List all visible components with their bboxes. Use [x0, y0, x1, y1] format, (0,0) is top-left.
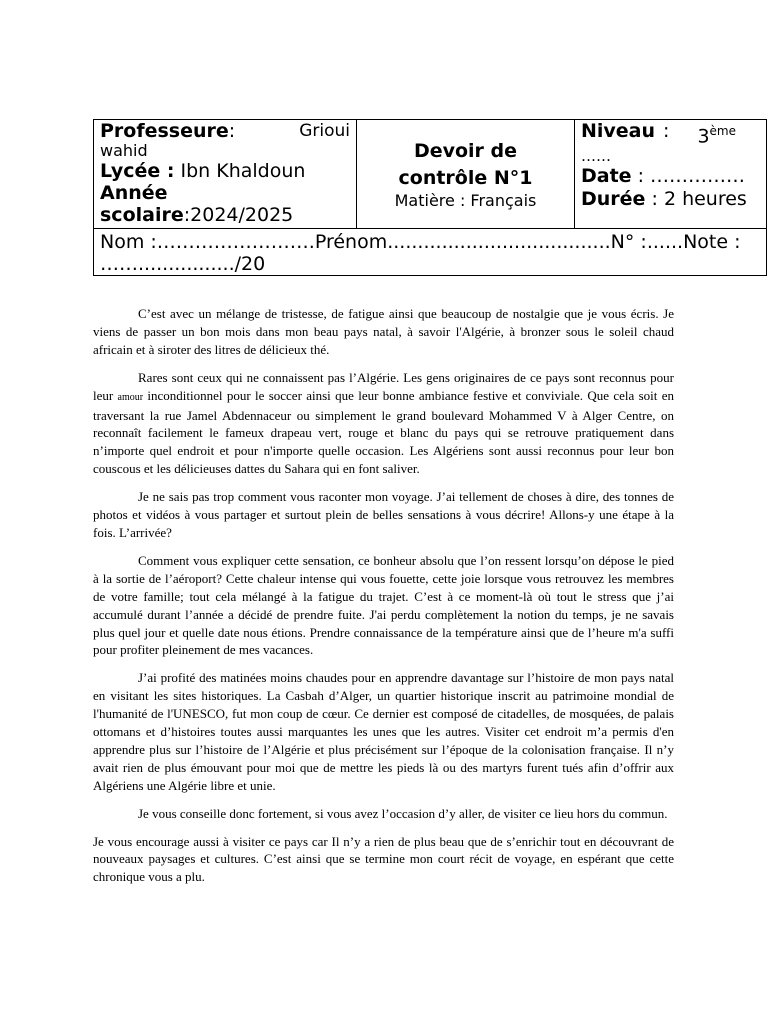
- student-info-cell: [94, 229, 767, 276]
- paragraph-7: Je vous encourage aussi à visiter ce pays car Il n’y a rien de plus beau que de s’enrichir tout en découvrant de nouveaux paysages et cultures. C’est ainsi que se termine mon court récit de voyage, en espérant que cette chronique vous a plu.: [93, 833, 674, 885]
- paragraph-2-part-b: inconditionnel pour le soccer ainsi que leur bonne ambiance festive et conviviale. Que cela soit en traversant la rue Jamel Abdennaceur ou simplement le grand boulevard Mohammed V à Alger Centre, on reconnaît facilement le fameux drapeau vert, rouge et blanc du pays qui se retrouve pratiquement dans n’importe quel endroit et pour n'importe quelle occasion. Les Algériens sont aussi reconnus pour leur bon couscous et les délicieuses dattes du Sahara qui en font saliver.: [93, 387, 674, 477]
- year-label-line1: Année: [100, 182, 168, 204]
- year-label-line2: scolaire: [100, 204, 184, 226]
- year-row: [100, 204, 350, 226]
- teacher-name-second: wahid: [100, 141, 148, 160]
- level-number: 3: [697, 125, 710, 148]
- subject-label: Matière : Français: [394, 191, 537, 210]
- paragraph-2: [93, 369, 674, 478]
- duration-row: [581, 188, 760, 211]
- level-label: Niveau: [581, 120, 656, 142]
- exam-title-cell: [357, 120, 575, 229]
- level-dots: ……: [581, 147, 611, 166]
- school-row: [100, 160, 350, 182]
- paragraph-5: J’ai profité des matinées moins chaudes pour en apprendre davantage sur l’histoire de mon pays natal en visitant les sites historiques. La Casbah d’Alger, un quartier historique inscrit au patrimoine mondial de l'humanité de l'UNESCO, fut mon coup de cœur. Ce dernier est composé de citadelles, de mosquées, de palais ottomans et d’histoires toutes aussi marquantes les unes que les autres. Visiter cet endroit m’a permis d'en apprendre plus sur l’histoire de l’Algérie et plus précisément sur l’époque de la colonisation française. Il n’y avait rien de plus émouvant pour moi que de mettre les pieds là ou des martyrs furent tués afin d’offrir aux Algériens une Algérie libre et unie.: [93, 670, 674, 793]
- exam-title-line2: contrôle N°1: [398, 167, 533, 189]
- level-row: [581, 120, 760, 148]
- paragraph-3: Je ne sais pas trop comment vous raconter mon voyage. J’ai tellement de choses à dire, des tonnes de photos et vidéos à vous partager et surtout plein de belles sensations à vous décrire! Allons-y une étape à la fois. L’arrivée?: [93, 489, 674, 540]
- paragraph-2-small-word: amour: [117, 391, 144, 403]
- paragraph-4: Comment vous expliquer cette sensation, ce bonheur absolu que l’on ressent lorsqu’on dépose le pied à la sortie de l’aéroport? Cette chaleur intense qui vous fouette, cette joie lorsque vous retrouvez les membres de votre famille; tout cela mélangé à la fatigue du trajet. C’est à ce moment-là où tout le stress que j’ai accumulé durant l’année a décidé de prendre fuite. J'ai perdu complètement la notion du temps, je ne savais plus quel jour et quelle date nous étions. Prendre connaissance de la température ainsi que de l’heure m'a suffi pour profiter pleinement de mes vacances.: [93, 552, 674, 658]
- paragraph-1: C’est avec un mélange de tristesse, de fatigue ainsi que beaucoup de nostalgie que je vous écris. Je viens de passer un bon mois dans mon beau pays natal, à savoir l'Algérie, à bronzer sous le soleil chaud africain et à siroter des litres de délicieux thé.: [93, 306, 674, 357]
- exam-title-line1: Devoir de: [413, 140, 518, 162]
- level-value: [697, 120, 736, 148]
- paragraph-6: Je vous conseille donc fortement, si vous avez l’occasion d’y aller, de visiter ce lieu hors du commun.: [138, 805, 668, 821]
- level-sep: :: [663, 120, 670, 142]
- reading-text: [93, 305, 674, 896]
- level-info-cell: [575, 120, 767, 229]
- teacher-sep: :: [228, 120, 236, 142]
- teacher-row: [100, 120, 350, 142]
- date-value: : ……………: [637, 165, 746, 188]
- level-suffix: ème: [709, 124, 737, 138]
- exam-header-table: [93, 119, 767, 276]
- date-label: Date: [581, 165, 632, 188]
- teacher-label-group: [100, 120, 235, 142]
- paragraph-2-part-a: Rares sont ceux qui ne connaissent pas l’Algérie. Les gens originaires de ce pays sont reconnus pour leur: [93, 369, 674, 403]
- teacher-label: Professeure: [100, 120, 229, 142]
- school-label: Lycée :: [100, 160, 175, 182]
- school-value: Ibn Khaldoun: [180, 160, 306, 182]
- student-fields-line1: Nom :…………………….Prénom.....................................N° :......Note :: [100, 231, 741, 253]
- duration-value: : 2 heures: [651, 188, 747, 211]
- year-value: :2024/2025: [183, 204, 294, 226]
- teacher-name-first: Grioui: [299, 121, 350, 141]
- student-fields-line2: ……................/20: [100, 253, 266, 275]
- date-row: [581, 165, 760, 188]
- duration-label: Durée: [581, 188, 646, 211]
- teacher-info-cell: [94, 120, 357, 229]
